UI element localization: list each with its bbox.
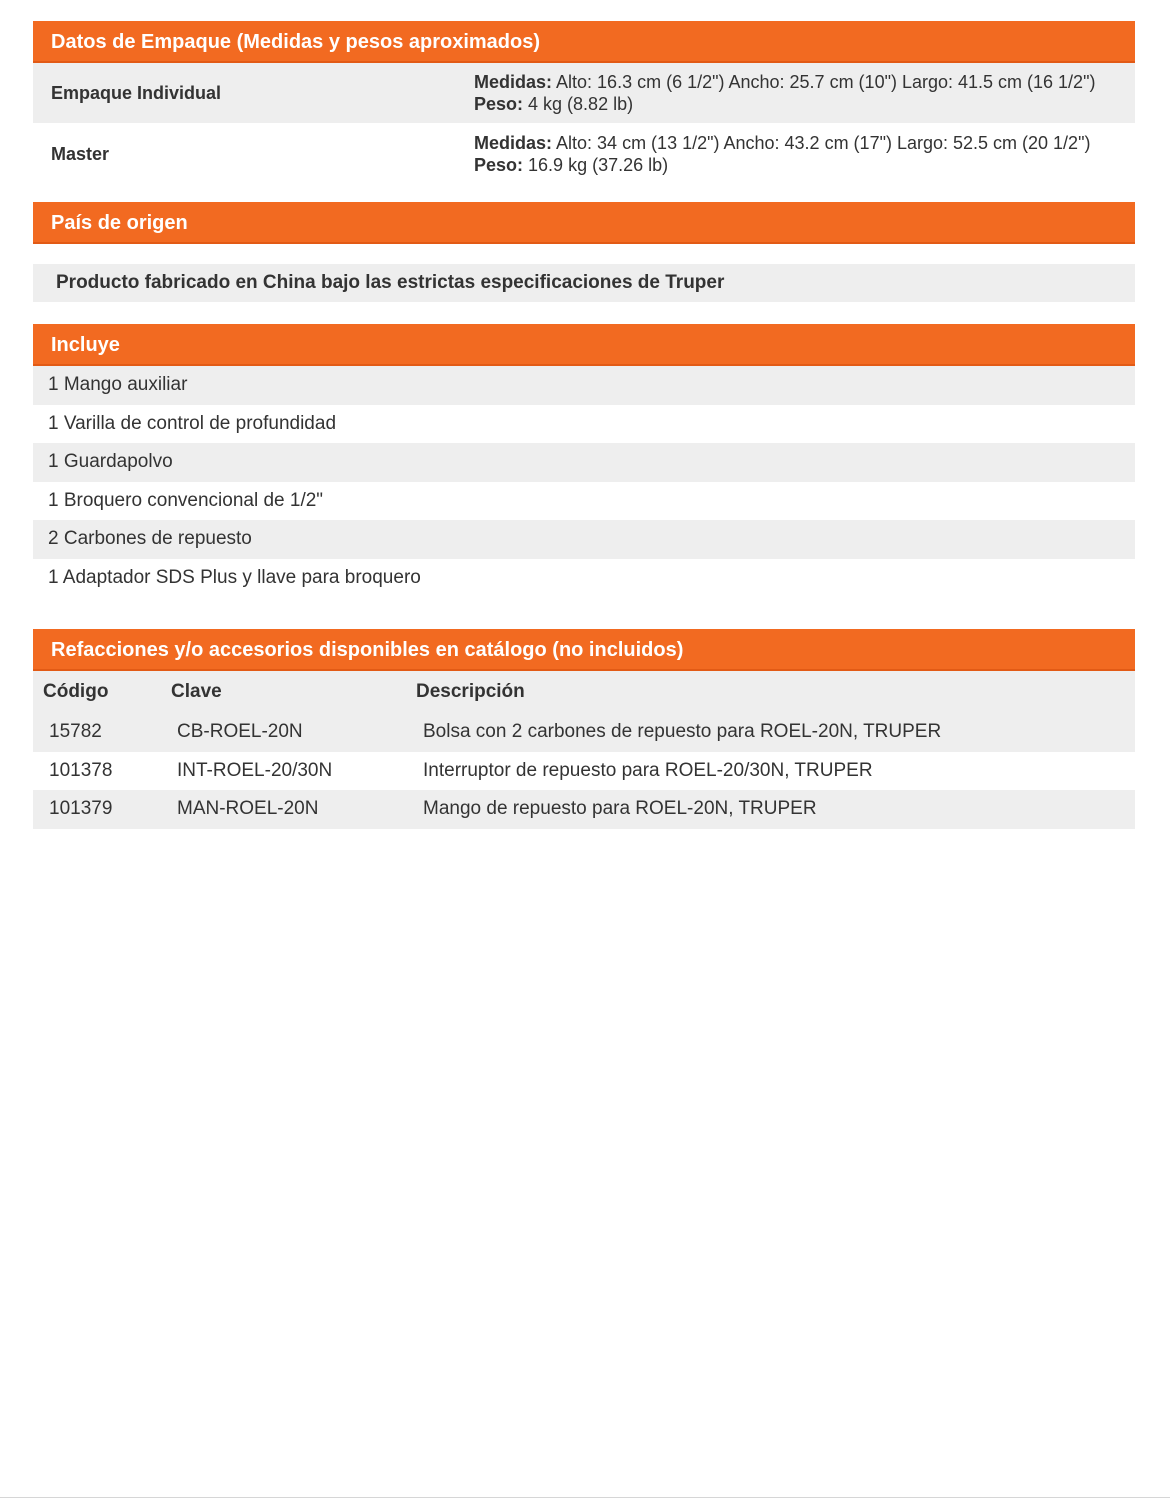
peso-value: 16.9 kg (37.26 lb) — [523, 155, 669, 175]
cell-codigo: 101378 — [49, 759, 113, 781]
includes-item: 1 Broquero convencional de 1/2" — [48, 489, 324, 511]
cell-clave: MAN-ROEL-20N — [161, 790, 407, 829]
cell-clave: INT-ROEL-20/30N — [177, 759, 333, 781]
medidas-value: Alto: 16.3 cm (6 1/2") Ancho: 25.7 cm (10") Largo: 41.5 cm (16 1/2") — [552, 72, 1096, 92]
includes-item: 2 Carbones de repuesto — [33, 520, 1135, 559]
origin-text: Producto fabricado en China bajo las estrictas especificaciones de Truper — [33, 264, 1135, 302]
page-divider — [0, 1497, 1170, 1498]
packaging-row-master — [33, 123, 1135, 185]
medidas-value: Alto: 34 cm (13 1/2") Ancho: 43.2 cm (17") Largo: 52.5 cm (20 1/2") — [552, 133, 1091, 153]
accessories-table — [33, 671, 1135, 829]
peso-label: Peso: — [474, 155, 524, 175]
cell-descripcion: Bolsa con 2 carbones de repuesto para ROEL-20N, TRUPER — [407, 713, 1135, 752]
cell-clave: CB-ROEL-20N — [161, 713, 407, 752]
column-header-descripcion: Descripción — [407, 671, 1135, 713]
spec-sheet — [33, 21, 1135, 829]
packaging-row-individual — [33, 63, 1135, 123]
table-row — [33, 713, 1135, 752]
cell-codigo: 101379 — [33, 790, 161, 829]
includes-list — [33, 366, 1135, 597]
column-header-codigo: Código — [33, 671, 161, 713]
packaging-row-label: Master — [51, 143, 110, 164]
cell-descripcion: Mango de repuesto para ROEL-20N, TRUPER — [407, 790, 1135, 829]
column-header-clave: Clave — [161, 671, 407, 713]
includes-item: 1 Adaptador SDS Plus y llave para broquero — [48, 566, 421, 588]
packaging-header: Datos de Empaque (Medidas y pesos aproximados) — [33, 21, 1135, 63]
cell-codigo: 15782 — [33, 713, 161, 752]
accessories-header-row — [33, 671, 1135, 713]
packaging-row-label: Empaque Individual — [51, 82, 222, 103]
peso-label: Peso: — [474, 94, 524, 114]
table-row — [33, 752, 1135, 791]
packaging-row-value — [474, 132, 1135, 176]
includes-item: 1 Guardapolvo — [33, 443, 1135, 482]
peso-value: 4 kg (8.82 lb) — [523, 94, 634, 114]
includes-item: 1 Mango auxiliar — [33, 366, 1135, 405]
packaging-row-value — [474, 71, 1135, 115]
includes-item: 1 Varilla de control de profundidad — [48, 412, 337, 434]
origin-header: País de origen — [33, 202, 1135, 244]
medidas-label: Medidas: — [474, 72, 553, 92]
accessories-header: Refacciones y/o accesorios disponibles en catálogo (no incluidos) — [33, 629, 1135, 671]
cell-descripcion: Interruptor de repuesto para ROEL-20/30N, TRUPER — [423, 759, 873, 781]
table-row — [33, 790, 1135, 829]
includes-header: Incluye — [33, 324, 1135, 366]
medidas-label: Medidas: — [474, 133, 553, 153]
